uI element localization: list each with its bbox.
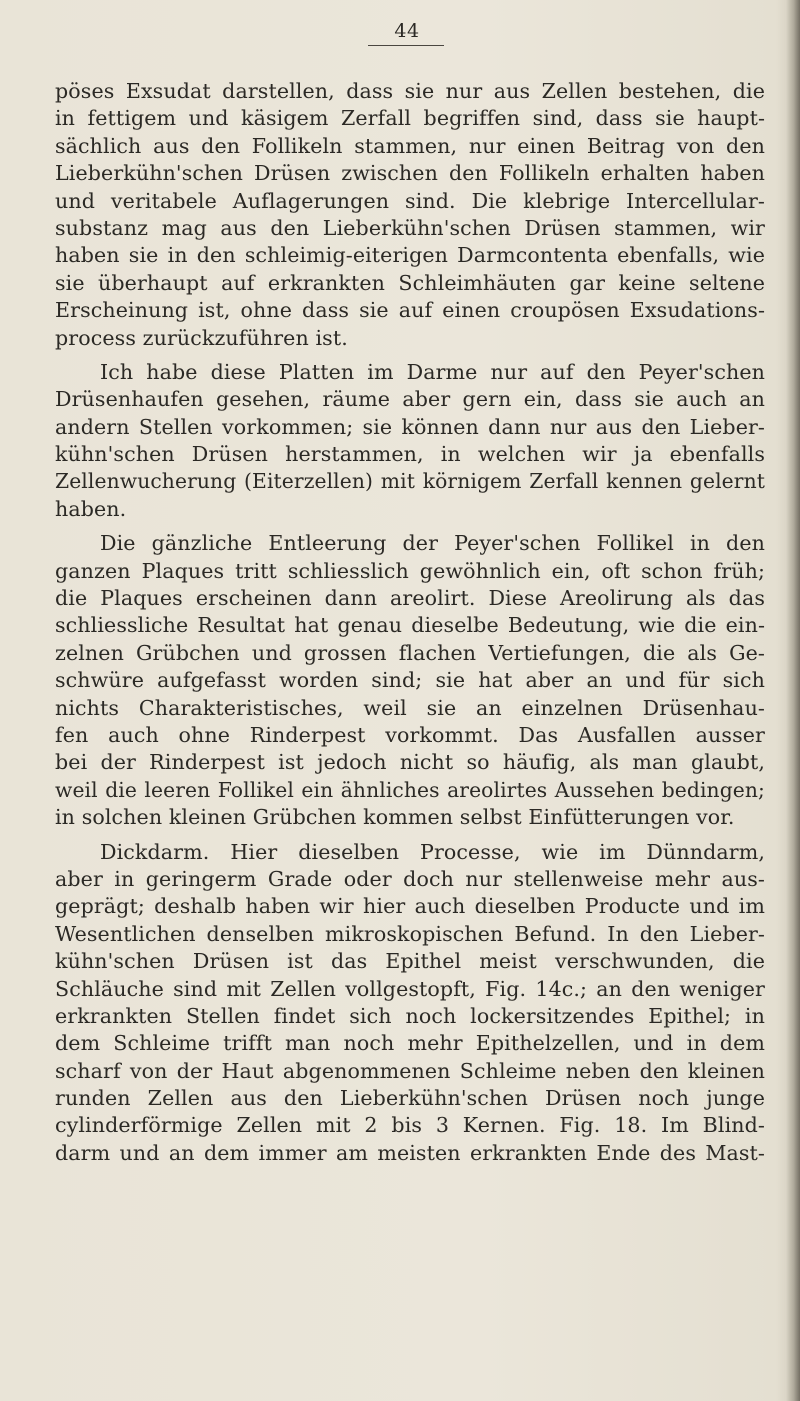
text-line: dem Schleime trifft man noch mehr Epithelzellen, und in dem: [55, 1031, 765, 1056]
text-line: Ich habe diese Platten im Darme nur auf den Peyer'schen: [100, 359, 765, 384]
text-line: haben.: [55, 496, 127, 521]
text-line: cylinderförmige Zellen mit 2 bis 3 Kernen. Fig. 18. Im Blind-: [55, 1113, 765, 1138]
text-line: Die gänzliche Entleerung der Peyer'schen Follikel in den: [100, 531, 765, 556]
text-line: pöses Exsudat darstellen, dass sie nur aus Zellen bestehen, die: [55, 79, 765, 103]
text-line: bei der Rinderpest ist jedoch nicht so häufig, als man glaubt,: [55, 750, 765, 775]
text-line: scharf von der Haut abgenommenen Schleime neben den kleinen: [55, 1058, 765, 1083]
text-line: ganzen Plaques tritt schliesslich gewöhnlich ein, oft schon früh;: [55, 558, 765, 583]
text-line: zelnen Grübchen und grossen flachen Vertiefungen, die als Ge-: [55, 640, 765, 665]
text-line: Dickdarm. Hier dieselben Processe, wie im Dünndarm,: [100, 839, 765, 864]
text-line: fen auch ohne Rinderpest vorkommt. Das Ausfallen ausser: [55, 722, 765, 747]
body-text: [55, 78, 765, 1167]
paragraph: [55, 359, 765, 523]
paragraph: [55, 78, 765, 352]
text-line: in solchen kleinen Grübchen kommen selbst Einfütterungen vor.: [55, 805, 735, 830]
text-line: sächlich aus den Follikeln stammen, nur einen Beitrag von den: [55, 133, 765, 158]
text-line: Zellenwucherung (Eiterzellen) mit körnigem Zerfall kennen gelernt: [55, 469, 765, 494]
text-line: die Plaques erscheinen dann areolirt. Diese Areolirung als das: [55, 586, 765, 611]
text-line: aber in geringerm Grade oder doch nur stellenweise mehr aus-: [55, 866, 765, 891]
text-line: in fettigem und käsigem Zerfall begriffen sind, dass sie haupt-: [55, 106, 765, 131]
text-line: runden Zellen aus den Lieberkühn'schen Drüsen noch junge: [55, 1086, 765, 1111]
text-line: andern Stellen vorkommen; sie können dann nur aus den Lieber-: [55, 414, 765, 439]
page-number-rule: [368, 45, 444, 46]
text-line: Erscheinung ist, ohne dass sie auf einen croupösen Exsudations-: [55, 298, 765, 323]
text-line: sie überhaupt auf erkrankten Schleimhäuten gar keine seltene: [55, 270, 765, 295]
text-line: darm und an dem immer am meisten erkrankten Ende des Mast-: [55, 1140, 765, 1165]
text-line: substanz mag aus den Lieberkühn'schen Drüsen stammen, wir: [55, 215, 765, 240]
text-line: weil die leeren Follikel ein ähnliches areolirtes Aussehen bedingen;: [55, 777, 765, 802]
page-edge-shadow: [786, 0, 800, 1401]
page-number: 44: [394, 20, 420, 42]
text-line: Lieberkühn'schen Drüsen zwischen den Follikeln erhalten haben: [55, 161, 765, 186]
text-line: erkrankten Stellen findet sich noch lockersitzendes Epithel; in: [55, 1003, 765, 1028]
text-line: nichts Charakteristisches, weil sie an einzelnen Drüsenhau-: [55, 695, 765, 720]
text-line: schwüre aufgefasst worden sind; sie hat aber an und für sich: [55, 668, 765, 693]
paragraph: [55, 839, 765, 1168]
text-line: kühn'schen Drüsen herstammen, in welchen wir ja ebenfalls: [55, 442, 765, 467]
text-line: haben sie in den schleimig-eiterigen Darmcontenta ebenfalls, wie: [55, 243, 765, 268]
text-line: kühn'schen Drüsen ist das Epithel meist verschwunden, die: [55, 949, 765, 974]
text-line: Drüsenhaufen gesehen, räume aber gern ein, dass sie auch an: [55, 387, 765, 412]
text-line: process zurückzuführen ist.: [55, 325, 348, 350]
text-line: Wesentlichen denselben mikroskopischen Befund. In den Lieber-: [55, 921, 765, 946]
text-line: geprägt; deshalb haben wir hier auch dieselben Producte und im: [55, 894, 765, 919]
text-line: Schläuche sind mit Zellen vollgestopft, Fig. 14c.; an den weniger: [55, 976, 765, 1001]
paragraph: [55, 530, 765, 831]
text-line: schliessliche Resultat hat genau dieselbe Bedeutung, wie die ein-: [55, 613, 765, 638]
text-line: und veritabele Auflagerungen sind. Die klebrige Intercellular-: [55, 188, 765, 213]
